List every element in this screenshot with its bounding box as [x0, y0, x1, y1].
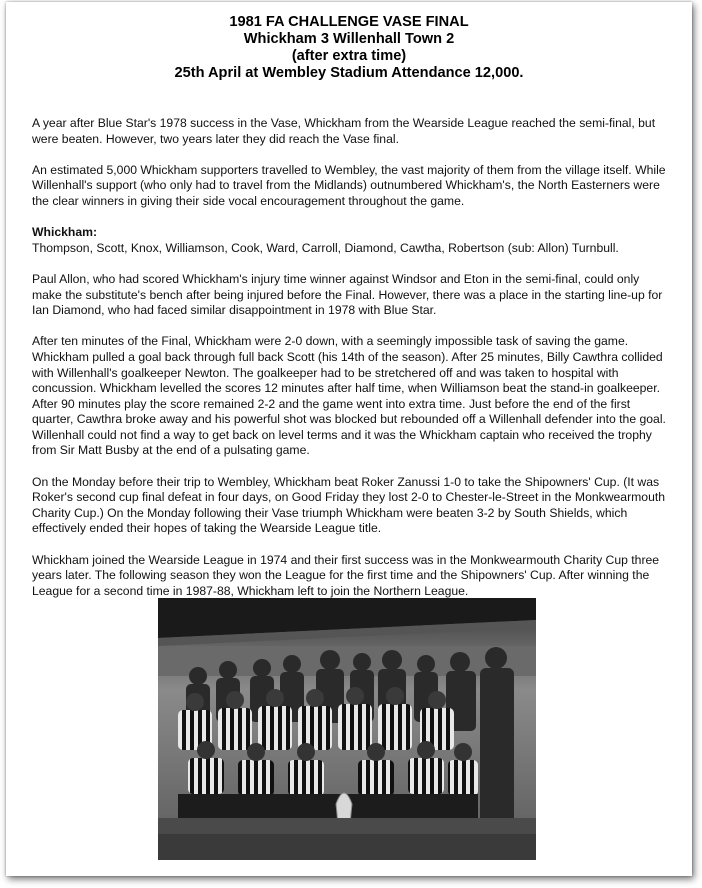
title-line-extra-time: (after extra time): [291, 48, 407, 64]
title-line-competition: 1981 FA CHALLENGE VASE FINAL: [229, 14, 469, 30]
team-label: Whickham:: [32, 225, 98, 240]
paragraph-intro: A year after Blue Star's 1978 success in the Vase, Whickham from the Wearside League reached the semi-final, but were beaten. However, two years later they did reach the Vase final.: [32, 116, 656, 146]
paragraph-supporters: An estimated 5,000 Whickham supporters travelled to Wembley, the vast majority of them from the village itself. While Willenhall's support (who only had to travel from the Midlands) outnumbered Whickham's, the North Easterners were the clear winners in giving their side vocal encouragement throughout the game.: [32, 162, 666, 208]
paragraph-history: Whickham joined the Wearside League in 1974 and their first success was in the Monkwearmouth Charity Cup three years later. The following season they won the League for the first time and the Shipowners' Cup. After winning the League for a second time in 1987-88, Whickham left to join the Northern League.: [32, 552, 660, 598]
team-list: Thompson, Scott, Knox, Williamson, Cook, Ward, Carroll, Diamond, Cawtha, Robertson (sub: Allon) Turnbull.: [32, 240, 619, 255]
article-body: [32, 116, 672, 615]
team-lineup: [32, 225, 672, 256]
document-page: [6, 2, 692, 876]
page-title: [6, 14, 692, 82]
paragraph-shipowners-cup: On the Monday before their trip to Wembley, Whickham beat Roker Zanussi 1-0 to take the Shipowners' Cup. (It was Roker's second cup final defeat in four days, on Good Friday they lost 2-0 to Chester-le-Street in the Monkwearmouth Charity Cup.) On the Monday following their Vase triumph Whickham were beaten 3-2 by South Shields, which effectively ended their hopes of taking the Wearside League title.: [32, 474, 666, 536]
paragraph-match-report: After ten minutes of the Final, Whickham were 2-0 down, with a seemingly impossible task of saving the game. Whickham pulled a goal back through full back Scott (his 14th of the season). After 25 minutes, Billy Cawthra collided with Willenhall's goalkeeper Newton. The goalkeeper had to be stretchered off and was taken to hospital with concussion. Whickham levelled the scores 12 minutes after half time, when Williamson beat the stand-in goalkeeper. After 90 minutes play the score remained 2-2 and the game went into extra time. Just before the end of the first quarter, Cawthra broke away and his powerful shot was blocked but rebounded off a Willenhall defender into the goal. Willenhall could not find a way to get back on level terms and it was the Whickham captain who received the trophy from Sir Matt Busby at the end of a pulsating game.: [32, 334, 666, 458]
team-photo-icon: [158, 598, 536, 860]
title-line-venue: 25th April at Wembley Stadium Attendance 12,000.: [174, 65, 524, 81]
title-line-score: Whickham 3 Willenhall Town 2: [243, 31, 455, 47]
paragraph-allon: Paul Allon, who had scored Whickham's injury time winner against Windsor and Eton in the semi-final, could only make the substitute's bench after being injured before the Final. However, there was a place in the starting line-up for Ian Diamond, who had faced similar disappointment in 1978 with Blue Star.: [32, 271, 663, 318]
team-photo: [158, 598, 536, 860]
